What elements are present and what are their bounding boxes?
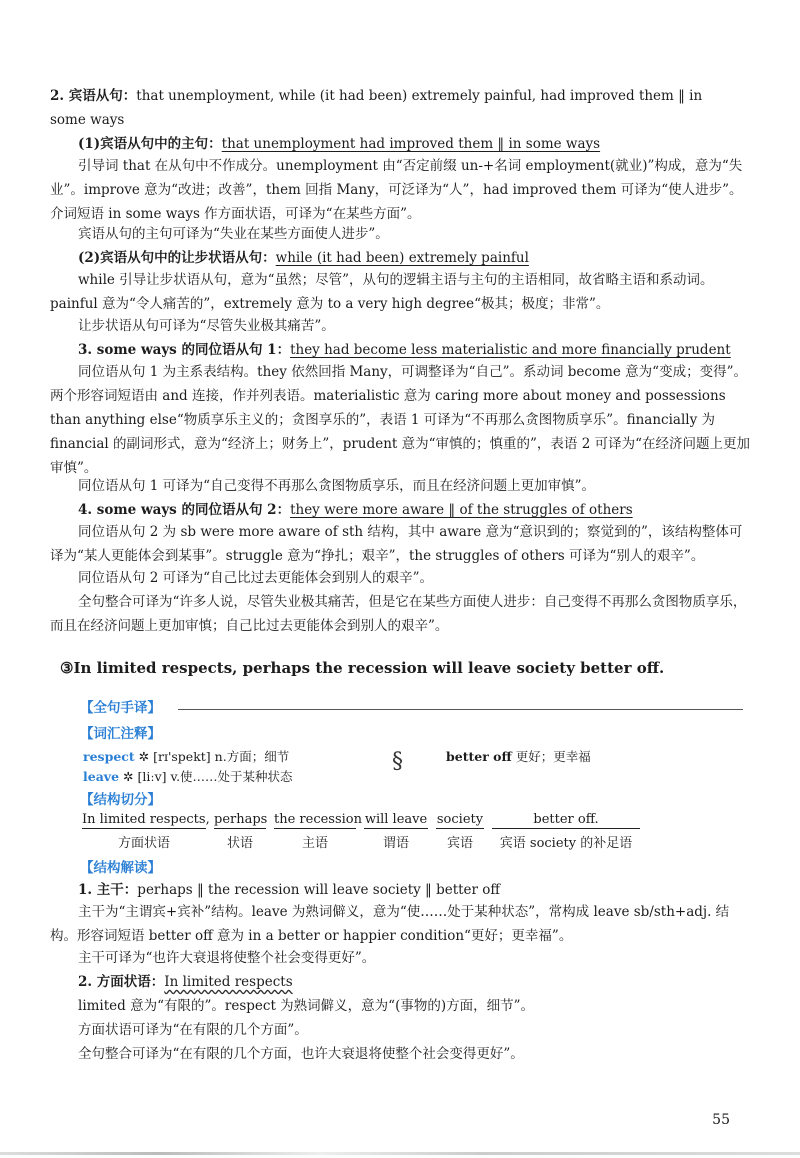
- section4-heading-line: [50, 498, 750, 522]
- sentence3-text: ③In limited respects, perhaps the recession will leave society better off.: [60, 659, 665, 677]
- analysis-label: [80, 856, 780, 880]
- page-number: 55: [712, 1112, 730, 1128]
- translation-blank-line: [178, 709, 743, 710]
- sub1-paragraph-2: 宾语从句的主句可译为“失业在某些方面使人进步”。: [78, 226, 389, 242]
- split-segment: will leave: [364, 812, 428, 827]
- adv-paragraph-3: 全句整合可译为“在有限的几个方面，也许大衰退将使整个社会变得更好”。: [78, 1046, 524, 1062]
- split-segment: better off.: [492, 812, 640, 829]
- vocab-phonetic: [rɪ'spekt]: [153, 749, 211, 764]
- analysis-label-text: 【结构解读】: [80, 860, 161, 876]
- sub1-heading: (1)宾语从句中的主句：: [78, 136, 222, 152]
- vocab-item-respect: [83, 748, 289, 766]
- adv-heading-line: [50, 970, 750, 994]
- section4-paragraph-3: 全句整合可译为“许多人说，尽管失业极其痛苦，但是它在某些方面使人进步：自己变得不再那么贪图物质享乐，而且在经济问题上更加审慎；自己比过去更能体会到别人的艰辛”。: [50, 594, 747, 634]
- sub1-paragraph-1: 引导词 that 在从句中不作成分。unemployment 由“否定前缀 un-+名词 employment(就业)”构成，意为“失业”。improve 意为“改进；改善”，them 回指 Many，可泛译为“人”，had improved them 可译为“使人进步”。介词短语 in some ways 作方面状语，可译为“在某些方面”。: [50, 158, 743, 222]
- split-segment: In limited respects,: [82, 812, 210, 827]
- section3-heading-line: [50, 338, 750, 362]
- adv-heading: 2. 方面状语：: [78, 974, 165, 990]
- sub1-heading-line: [50, 132, 750, 156]
- section3-heading: 3. some ways 的同位语从句 1：: [78, 342, 291, 358]
- section2-sentence-cont: some ways: [50, 112, 125, 128]
- section2-heading: 2. 宾语从句：: [50, 88, 137, 104]
- vocab-phonetic: [liːv]: [137, 769, 167, 784]
- vocab-item-leave: [83, 768, 293, 786]
- sub2-paragraph-1: while 引导让步状语从句，意为“虽然；尽管”，从句的逻辑主语与主句的主语相同，故省略主语和系动词。painful 意为“令人痛苦的”，extremely 意为 to a very high degree“极其；极度；非常”。: [50, 272, 714, 312]
- main-heading-line: [50, 878, 750, 902]
- adv-paragraph-1: limited 意为“有限的”。respect 为熟词僻义，意为“(事物的)方面，细节”。: [78, 998, 535, 1014]
- sub2-sentence: while (it had been) extremely painful: [275, 250, 529, 266]
- section4-paragraph-1: 同位语从句 2 为 sb were more aware of sth 结构，其中 aware 意为“意识到的；察觉到的”，该结构整体可译为“某人更能体会到某事”。struggle 意为“挣扎；艰辛”，the struggles of others 可译为“别人的艰辛”。: [50, 524, 743, 564]
- sub2-heading-line: [50, 246, 750, 270]
- vocab-word: better off: [446, 749, 512, 764]
- main-paragraph-1: 主干为“主谓宾+宾补”结构。leave 为熟词僻义，意为“使……处于某种状态”，常构成 leave sb/sth+adj. 结构。形容词短语 better off 意为 in a better or happier condition“更好；更幸福”。: [50, 904, 730, 944]
- vocab-label: [80, 722, 780, 746]
- split-label-text: 【结构切分】: [80, 792, 161, 808]
- sub2-heading: (2)宾语从句中的让步状语从句：: [78, 250, 276, 266]
- section2-heading-line: [50, 84, 750, 108]
- split-segment: perhaps: [214, 812, 268, 827]
- split-label: [80, 788, 780, 812]
- split-role: 方面状语: [117, 836, 170, 851]
- full-translation-label-text: 【全句手译】: [80, 700, 161, 716]
- vocab-meaning: n.方面；细节: [214, 749, 290, 764]
- main-paragraph-2: 主干可译为“也许大衰退将使整个社会变得更好”。: [78, 950, 376, 966]
- vocab-meaning: v.使……处于某种状态: [170, 769, 293, 784]
- section3-paragraph-2: 同位语从句 1 可译为“自己变得不再那么贪图物质享乐，而且在经济问题上更加审慎”。: [78, 478, 595, 494]
- page-bottom-edge: [0, 1152, 800, 1155]
- split-role: 主语: [301, 836, 328, 851]
- vocab-item-better-off: [446, 748, 591, 766]
- split-role: 状语: [226, 836, 253, 851]
- section4-paragraph-2: 同位语从句 2 可译为“自己比过去更能体会到别人的艰辛”。: [78, 570, 433, 586]
- split-role: 宾语: [446, 836, 473, 851]
- main-heading: 1. 主干：: [78, 882, 138, 898]
- section3-sentence: they had become less materialistic and more financially prudent: [290, 342, 731, 358]
- adv-paragraph-2: 方面状语可译为“在有限的几个方面”。: [78, 1022, 308, 1038]
- main-sentence: perhaps ‖ the recession will leave society ‖ better off: [137, 882, 501, 898]
- divider-swirl-icon: §: [392, 749, 403, 774]
- vocab-word: leave: [83, 769, 120, 784]
- sub2-paragraph-2: 让步状语从句可译为“尽管失业极其痛苦”。: [78, 318, 335, 334]
- vocab-meaning: 更好；更幸福: [515, 749, 591, 764]
- star-icon: ✲: [138, 749, 150, 764]
- section2-sentence-a: that unemployment, while (it had been) extremely painful, had improved them ‖ in: [136, 88, 703, 104]
- split-role: 宾语 society 的补足语: [499, 836, 633, 851]
- adv-sentence: In limited respects: [164, 974, 293, 990]
- sub1-sentence: that unemployment had improved them ‖ in some ways: [221, 136, 601, 152]
- vocab-word: respect: [83, 749, 135, 764]
- section4-heading: 4. some ways 的同位语从句 2：: [78, 502, 291, 518]
- section4-sentence: they were more aware ‖ of the struggles of others: [290, 502, 633, 518]
- full-translation-label: [80, 696, 780, 720]
- section3-paragraph-1: 同位语从句 1 为主系表结构。they 依然回指 Many，可调整译为“自己”。系动词 become 意为“变成；变得”。两个形容词短语由 and 连接，作并列表语。materialistic 意为 caring more about money and possessions than anything else“物质享乐主义的；贪图享乐的”，表语 1 可译为“不再那么贪图物质享乐”。financially 为 financial 的副词形式，意为“经济上；财务上”，prudent 意为“审慎的；慎重的”，表语 2 可译为“在经济问题上更加审慎”。: [50, 364, 750, 476]
- split-segment: society: [436, 812, 484, 827]
- split-segment: the recession: [274, 812, 363, 827]
- split-role: 谓语: [382, 836, 409, 851]
- star-icon: ✲: [123, 769, 134, 784]
- vocab-label-text: 【词汇注释】: [80, 726, 161, 742]
